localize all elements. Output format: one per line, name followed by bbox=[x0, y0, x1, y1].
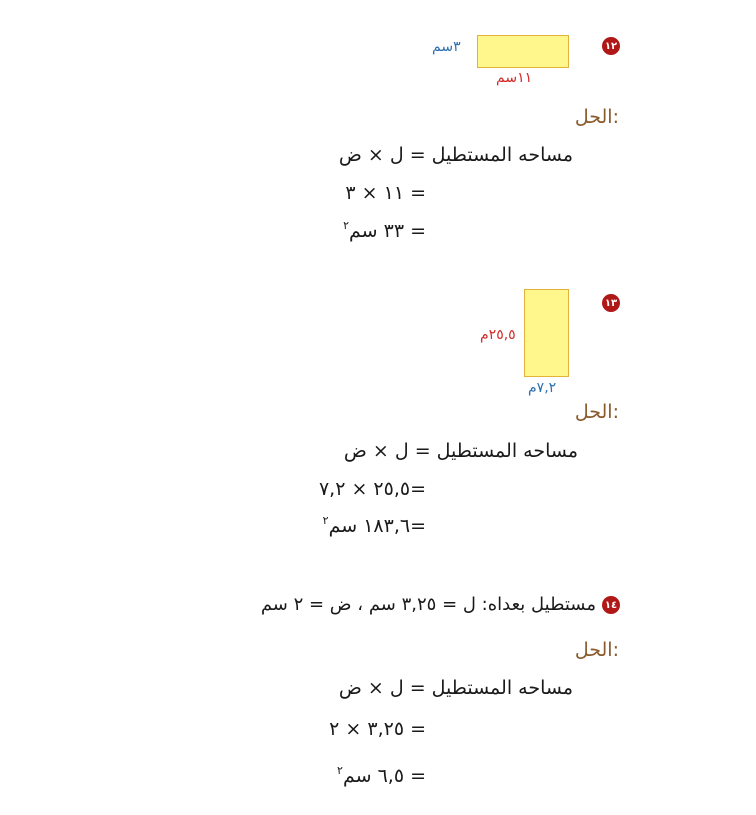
problem-12-solution-label: الحل: bbox=[574, 106, 619, 128]
problem-14-step-1: مساحه المستطيل = ل × ض bbox=[338, 677, 573, 699]
problem-12-step-3 bbox=[343, 220, 426, 242]
problem-13-step-3-exponent: ٢ bbox=[322, 514, 329, 527]
problem-12-step-2: = ١١ × ٣ bbox=[345, 182, 426, 204]
problem-13-step-3-text: =١٨٣,٦ سم bbox=[328, 515, 426, 537]
problem-13-solution-label: الحل: bbox=[574, 401, 619, 423]
problem-13-step-2: =٢٥,٥ × ٧,٢ bbox=[318, 478, 426, 500]
problem-12-rectangle bbox=[477, 35, 569, 68]
problem-12-number-badge: ١٢ bbox=[602, 37, 620, 55]
problem-13-length-label: ٢٥,٥م bbox=[480, 327, 516, 343]
problem-14-step-3-text: = ٦,٥ سم bbox=[342, 765, 426, 787]
problem-14-step-3-exponent: ٢ bbox=[337, 764, 343, 777]
problem-12-step-1: مساحه المستطيل = ل × ض bbox=[338, 144, 573, 166]
problem-14-statement: مستطيل بعداه: ل = ٣,٢٥ سم ، ض = ٢ سم bbox=[260, 594, 596, 615]
problem-14-solution-label: الحل: bbox=[574, 639, 619, 661]
problem-12-step-3-exponent: ٢ bbox=[343, 219, 349, 232]
problem-14-number-badge: ١٤ bbox=[602, 596, 620, 614]
problem-13-step-3 bbox=[323, 515, 426, 537]
problem-12-length-label: ١١سم bbox=[496, 70, 533, 86]
problem-13-rectangle bbox=[524, 289, 569, 377]
problem-12-width-label: ٣سم bbox=[432, 39, 461, 55]
problem-14-step-2: = ٣,٢٥ × ٢ bbox=[329, 718, 426, 740]
problem-13-width-label: ٧,٢م bbox=[528, 380, 557, 396]
problem-14-step-3 bbox=[337, 765, 426, 787]
problem-13-number-badge: ١٣ bbox=[602, 294, 620, 312]
problem-13-step-1: مساحه المستطيل = ل × ض bbox=[343, 440, 578, 462]
problem-12-step-3-text: = ٣٣ سم bbox=[349, 220, 426, 242]
